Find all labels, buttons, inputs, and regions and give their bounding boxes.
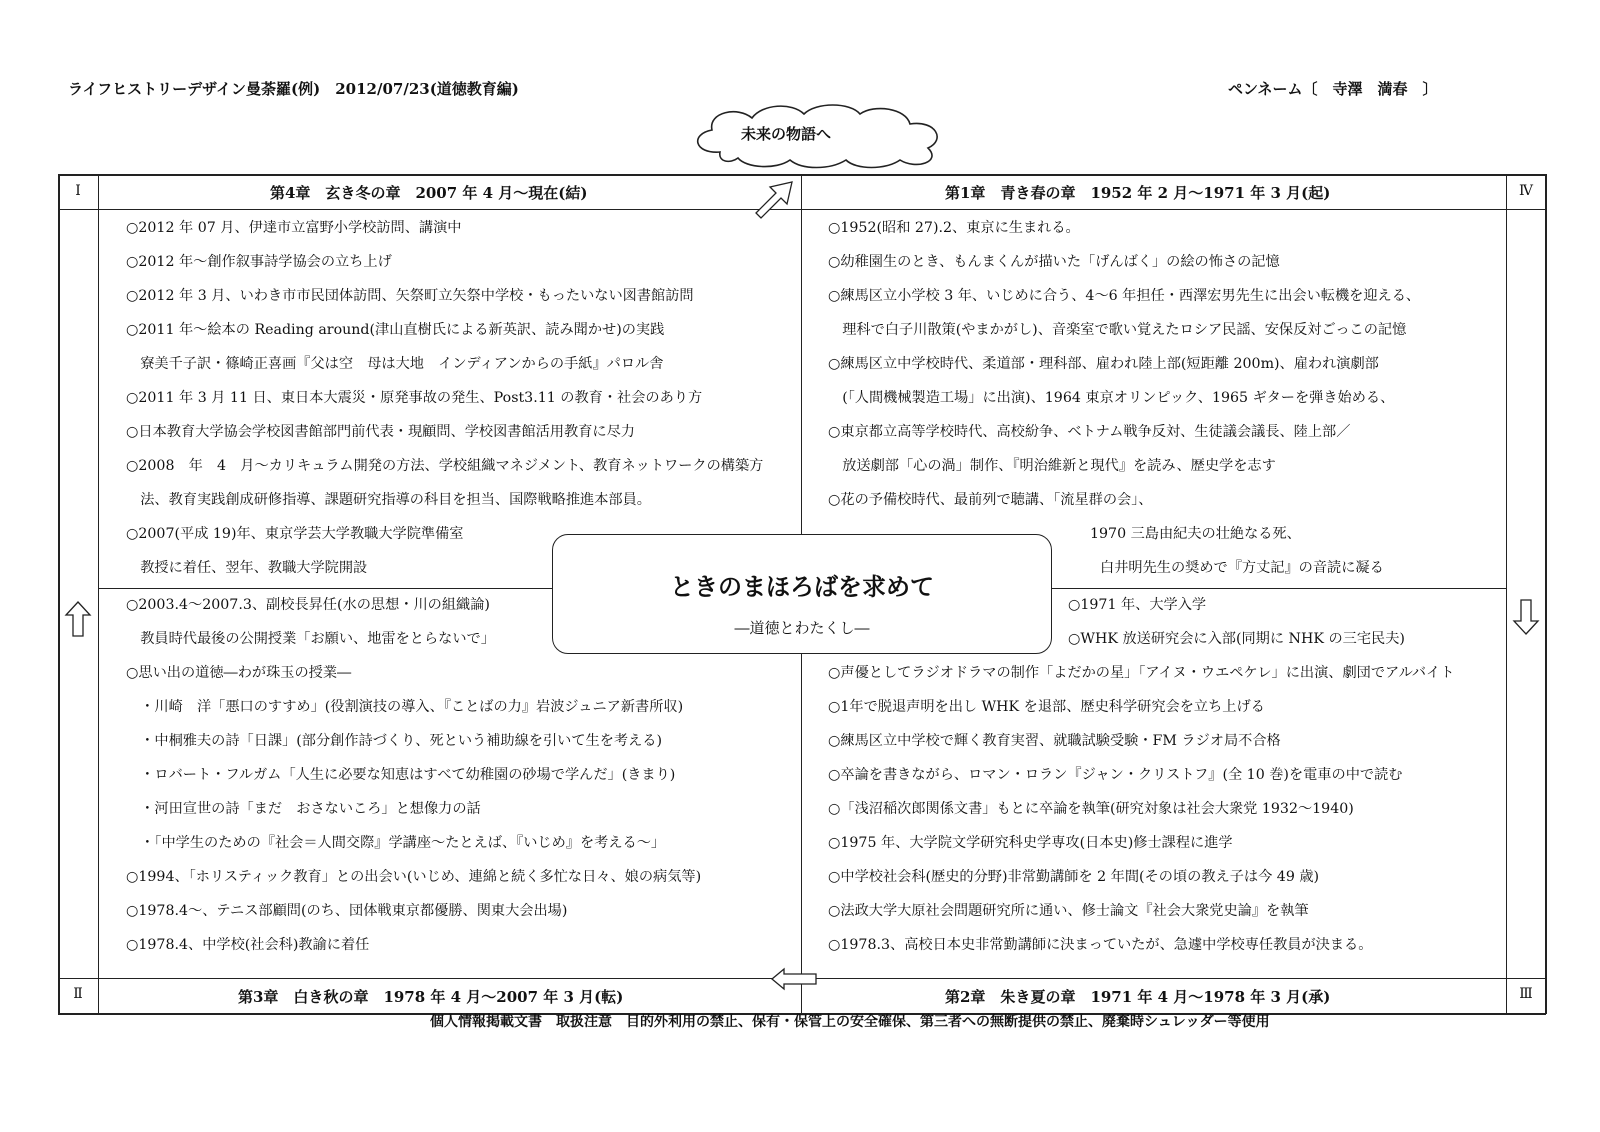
list-item: ○東京都立高等学校時代、高校紛争、ベトナム戦争反対、生徒議会議長、陸上部／ — [828, 424, 1351, 440]
list-item: 寮美千子訳・篠崎正喜画『父は空 母は大地 インディアンからの手紙』パロル舎 — [126, 356, 664, 372]
quadrant-number-2: Ⅱ — [73, 986, 83, 1002]
list-item: ○1年で脱退声明を出し WHK を退部、歴史科学研究会を立ち上げる — [828, 699, 1265, 715]
document-title: ライフヒストリーデザイン曼荼羅(例) 2012/07/23(道徳教育編) — [68, 80, 519, 98]
list-item: ○卒論を書きながら、ロマン・ロラン『ジャン・クリストフ』(全 10 巻)を電車の中で読む — [828, 767, 1403, 783]
list-item: ○法政大学大原社会問題研究所に通い、修士論文『社会大衆党史論』を執筆 — [828, 903, 1309, 919]
list-item: ・ロバート・フルガム「人生に必要な知恵はすべて幼稚園の砂場で学んだ」(きまり) — [126, 767, 676, 783]
list-item: ○中学校社会科(歴史的分野)非常勤講師を 2 年間(その頃の教え子は今 49 歳) — [828, 869, 1320, 885]
list-item: (「人間機械製造工場」に出演)、1964 東京オリンピック、1965 ギターを弾き始める、 — [828, 390, 1395, 406]
chapter-3-heading: 第3章 白き秋の章 1978 年 4 月～2007 年 3 月(転) — [238, 988, 624, 1006]
list-item: ○2012 年～創作叙事詩学協会の立ち上げ — [126, 254, 392, 270]
arrow-left-icon — [770, 967, 818, 991]
chapter-1-heading: 第1章 青き春の章 1952 年 2 月～1971 年 3 月(起) — [945, 184, 1331, 202]
list-item: ○1994、「ホリスティック教育」との出会い(いじめ、連綿と続く多忙な日々、娘の病気等) — [126, 869, 702, 885]
center-title-box — [552, 534, 1052, 654]
list-item: 1970 三島由紀夫の壮絶なる死、 — [1090, 526, 1301, 542]
list-item: ○「浅沼稲次郎関係文書」もとに卒論を執筆(研究対象は社会大衆党 1932～1940) — [828, 801, 1354, 817]
pen-name: ペンネーム〔 寺澤 満春 〕 — [1228, 80, 1438, 98]
list-item: ○1952(昭和 27).2、東京に生まれる。 — [828, 220, 1080, 236]
privacy-notice: 個人情報掲載文書 取扱注意 目的外利用の禁止、保有・保管上の安全確保、第三者への無断提供の禁止、廃棄時シュレッダー等使用 — [430, 1014, 1270, 1030]
arrow-up-icon — [64, 600, 92, 638]
list-item: ○2011 年～絵本の Reading around(津山直樹氏による新英訳、読み聞かせ)の実践 — [126, 322, 665, 338]
cloud-label: 未来の物語へ — [741, 125, 832, 143]
list-item: ・河田宣世の詩「まだ おさないころ」と想像力の話 — [126, 801, 481, 817]
list-item: ○1978.3、高校日本史非常勤講師に決まっていたが、急遽中学校専任教員が決まる。 — [828, 937, 1373, 953]
list-item: ○思い出の道徳―わが珠玉の授業― — [126, 665, 352, 681]
list-item: ○1975 年、大学院文学研究科史学専攻(日本史)修士課程に進学 — [828, 835, 1233, 851]
quadrant-number-3: Ⅲ — [1519, 986, 1533, 1002]
list-item: ○2011 年 3 月 11 日、東日本大震災・原発事故の発生、Post3.11 の教育・社会のあり方 — [126, 390, 703, 406]
arrow-down-icon — [1512, 598, 1540, 636]
list-item: 白井明先生の奨めで『方丈記』の音読に凝る — [1100, 560, 1384, 576]
list-item: ○1978.4～、テニス部顧問(のち、団体戦東京都優勝、関東大会出場) — [126, 903, 568, 919]
list-item: ○幼稚園生のとき、もんまくんが描いた「げんばく」の絵の怖さの記憶 — [828, 254, 1280, 270]
chapter-4-heading: 第4章 玄き冬の章 2007 年 4 月～現在(結) — [270, 184, 588, 202]
list-item: ○1971 年、大学入学 — [1068, 597, 1207, 613]
list-item: 教授に着任、翌年、教職大学院開設 — [126, 560, 368, 576]
list-item: ○声優としてラジオドラマの制作「よだかの星」「アイヌ・ウエペケレ」に出演、劇団でアルバイト — [828, 665, 1455, 681]
center-title: ときのまほろばを求めて — [670, 572, 934, 601]
list-item: ○日本教育大学協会学校図書館部門前代表・現顧問、学校図書館活用教育に尽力 — [126, 424, 635, 440]
list-item: ・川崎 洋「悪口のすすめ」(役割演技の導入、『ことばの力』岩波ジュニア新書所収) — [126, 699, 684, 715]
chapter-2-heading: 第2章 朱き夏の章 1971 年 4 月～1978 年 3 月(承) — [945, 988, 1331, 1006]
arrow-up-right-icon — [752, 179, 796, 219]
list-item: ○WHK 放送研究会に入部(同期に NHK の三宅民夫) — [1068, 631, 1405, 647]
list-item: ・中桐雅夫の詩「日課」(部分創作詩づくり、死という補助線を引いて生を考える) — [126, 733, 663, 749]
list-item: ○1978.4、中学校(社会科)教諭に着任 — [126, 937, 370, 953]
list-item: 放送劇部「心の渦」制作、『明治維新と現代』を読み、歴史学を志す — [828, 458, 1276, 474]
list-item: ○2012 年 3 月、いわき市市民団体訪問、矢祭町立矢祭中学校・もったいない図書館訪問 — [126, 288, 694, 304]
quadrant-number-4: Ⅳ — [1519, 183, 1533, 199]
center-subtitle: ―道徳とわたくし― — [734, 619, 870, 637]
list-item: ・「中学生のための『社会＝人間交際』学講座～たとえば、『いじめ』を考える～」 — [126, 835, 666, 851]
list-item: 理科で白子川散策(やまかがし)、音楽室で歌い覚えたロシア民謡、安保反対ごっこの記憶 — [828, 322, 1407, 338]
list-item: ○2008 年 4 月～カリキュラム開発の方法、学校組織マネジメント、教育ネットワークの構築方 — [126, 458, 764, 474]
list-item: ○練馬区立中学校時代、柔道部・理科部、雇われ陸上部(短距離 200m)、雇われ演劇部 — [828, 356, 1379, 372]
list-item: ○花の予備校時代、最前列で聴講、「流星群の会」、 — [828, 492, 1153, 508]
list-item: ○2012 年 07 月、伊達市立富野小学校訪問、講演中 — [126, 220, 462, 236]
list-item: ○2003.4～2007.3、副校長昇任(水の思想・川の組織論) — [126, 597, 490, 613]
list-item: 法、教育実践創成研修指導、課題研究指導の科目を担当、国際戦略推進本部員。 — [126, 492, 651, 508]
list-item: ○練馬区立小学校 3 年、いじめに合う、4～6 年担任・西澤宏男先生に出会い転機を迎える、 — [828, 288, 1421, 304]
quadrant-number-1: Ⅰ — [75, 183, 81, 199]
list-item: ○2007(平成 19)年、東京学芸大学教職大学院準備室 — [126, 526, 464, 542]
list-item: ○練馬区立中学校で輝く教育実習、就職試験受験・FM ラジオ局不合格 — [828, 733, 1281, 749]
list-item: 教員時代最後の公開授業「お願い、地雷をとらないで」 — [126, 631, 495, 647]
